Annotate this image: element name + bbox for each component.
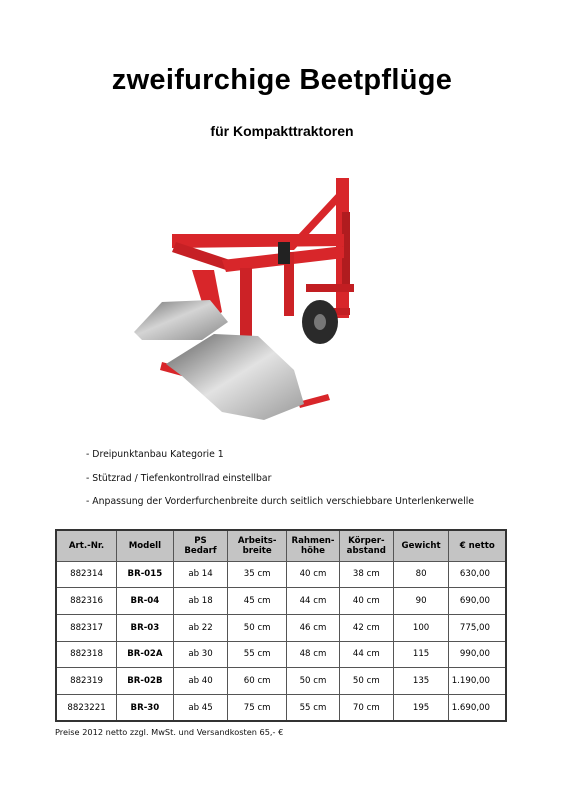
cell-art-nr: 882316: [56, 588, 117, 615]
table-row: [56, 668, 506, 695]
column-header-modell: Modell: [117, 530, 174, 561]
cell-art-nr: 882314: [56, 561, 117, 588]
cell-ps-bedarf: ab 18: [173, 588, 228, 615]
cell-preis: 690,00: [449, 588, 506, 615]
feature-item: - Anpassung der Vorderfurchenbreite durch seitlich verschiebbare Unterlenkerwelle: [86, 496, 475, 507]
cell-modell: BR-02A: [117, 641, 174, 668]
cell-art-nr: 882319: [56, 668, 117, 695]
cell-modell: BR-02B: [117, 668, 174, 695]
cell-arbeitsbreite: 50 cm: [228, 614, 287, 641]
table-row: [56, 561, 506, 588]
cell-art-nr: 882318: [56, 641, 117, 668]
cell-preis: 630,00: [449, 561, 506, 588]
cell-arbeitsbreite: 60 cm: [228, 668, 287, 695]
cell-arbeitsbreite: 35 cm: [228, 561, 287, 588]
cell-gewicht: 80: [393, 561, 449, 588]
cell-arbeitsbreite: 55 cm: [228, 641, 287, 668]
feature-item: - Stützrad / Tiefenkontrollrad einstellbar: [86, 472, 272, 484]
cell-rahmenhoehe: 44 cm: [287, 588, 340, 615]
cell-gewicht: 90: [393, 588, 449, 615]
cell-modell: BR-03: [117, 614, 174, 641]
cell-ps-bedarf: ab 30: [173, 641, 228, 668]
cell-preis: 990,00: [449, 641, 506, 668]
cell-rahmenhoehe: 40 cm: [287, 561, 340, 588]
page-subtitle: für Kompakttraktoren: [210, 123, 354, 139]
plough-image: [122, 172, 382, 426]
column-header-ps-bedarf: PS Bedarf: [173, 530, 228, 561]
cell-rahmenhoehe: 48 cm: [287, 641, 340, 668]
feature-list: [86, 449, 474, 520]
column-header-koerperabstand: Körper- abstand: [339, 530, 393, 561]
cell-koerperabstand: 44 cm: [339, 641, 393, 668]
column-header-preis: € netto: [449, 530, 506, 561]
cell-gewicht: 100: [393, 614, 449, 641]
cell-modell: BR-04: [117, 588, 174, 615]
column-header-rahmenhoehe: Rahmen- höhe: [287, 530, 340, 561]
cell-koerperabstand: 50 cm: [339, 668, 393, 695]
cell-preis: 1.190,00: [449, 668, 506, 695]
cell-ps-bedarf: ab 45: [173, 694, 228, 721]
price-footnote: Preise 2012 netto zzgl. MwSt. und Versandkosten 65,- €: [55, 727, 284, 737]
cell-art-nr: 882317: [56, 614, 117, 641]
front-mouldboard: [134, 300, 228, 340]
cell-arbeitsbreite: 45 cm: [228, 588, 287, 615]
cell-gewicht: 135: [393, 668, 449, 695]
cell-ps-bedarf: ab 40: [173, 668, 228, 695]
cell-rahmenhoehe: 55 cm: [287, 694, 340, 721]
cell-koerperabstand: 38 cm: [339, 561, 393, 588]
rear-mouldboard: [166, 334, 304, 420]
cell-ps-bedarf: ab 22: [173, 614, 228, 641]
table-row: [56, 641, 506, 668]
cell-ps-bedarf: ab 14: [173, 561, 228, 588]
table-row: [56, 694, 506, 721]
spec-table: [55, 529, 507, 722]
column-header-art-nr: Art.-Nr.: [56, 530, 117, 561]
cell-gewicht: 195: [393, 694, 449, 721]
cell-koerperabstand: 40 cm: [339, 588, 393, 615]
cell-preis: 775,00: [449, 614, 506, 641]
cell-gewicht: 115: [393, 641, 449, 668]
feature-item: - Dreipunktanbau Kategorie 1: [86, 449, 224, 460]
table-header-row: [56, 530, 506, 561]
table-row: [56, 588, 506, 615]
column-header-gewicht: Gewicht: [393, 530, 449, 561]
cell-koerperabstand: 42 cm: [339, 614, 393, 641]
cell-rahmenhoehe: 46 cm: [287, 614, 340, 641]
cell-rahmenhoehe: 50 cm: [287, 668, 340, 695]
cell-modell: BR-015: [117, 561, 174, 588]
cell-modell: BR-30: [117, 694, 174, 721]
cell-preis: 1.690,00: [449, 694, 506, 721]
page-title: zweifurchige Beetpflüge: [111, 64, 453, 96]
cell-art-nr: 8823221: [56, 694, 117, 721]
cell-arbeitsbreite: 75 cm: [228, 694, 287, 721]
table-row: [56, 614, 506, 641]
cell-koerperabstand: 70 cm: [339, 694, 393, 721]
column-header-arbeitsbreite: Arbeits- breite: [228, 530, 287, 561]
